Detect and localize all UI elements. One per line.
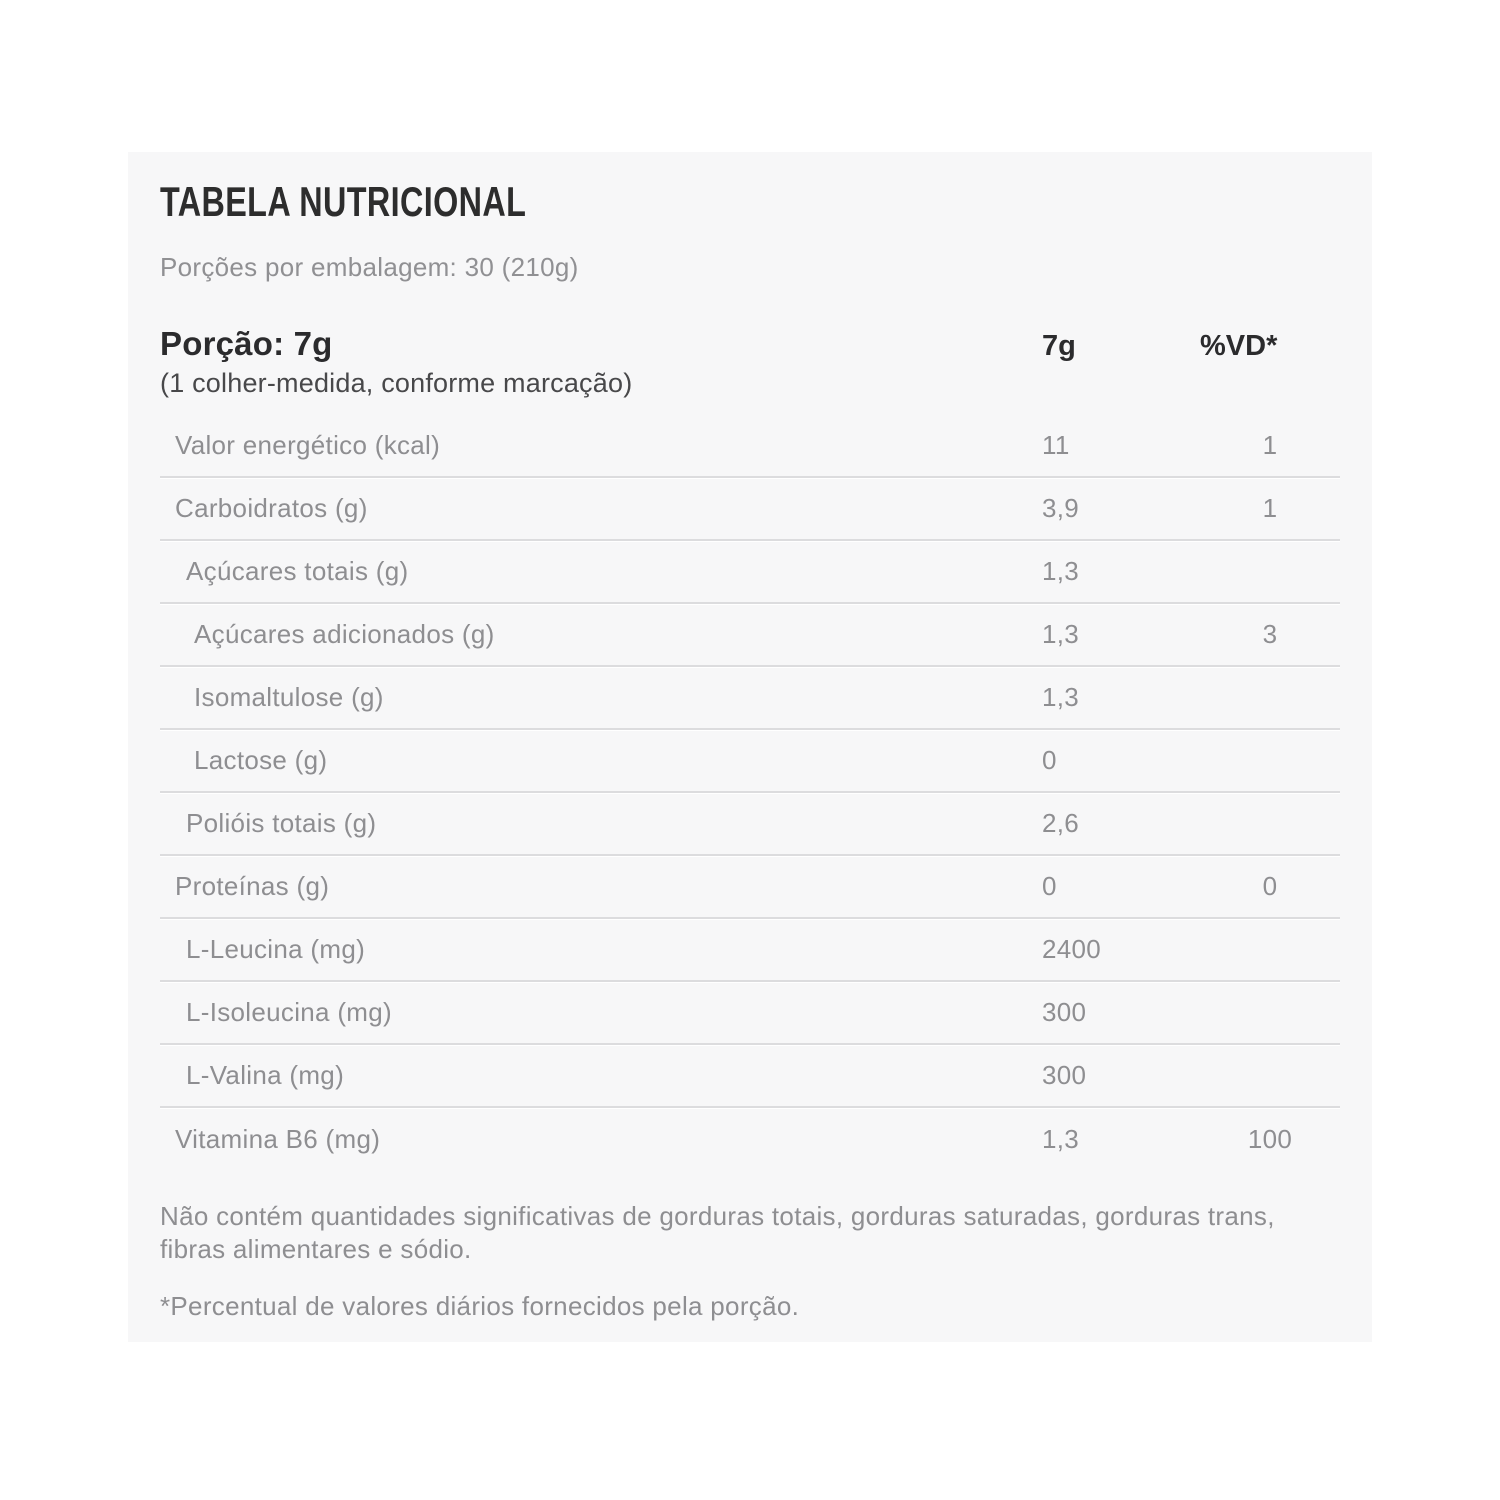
- table-row: [160, 919, 1340, 982]
- column-header-daily-value: %VD*: [1200, 330, 1278, 362]
- nutrition-table-title: TABELA NUTRICIONAL: [160, 178, 527, 225]
- table-row: [160, 415, 1340, 478]
- nutrient-label: Proteínas (g): [175, 871, 330, 901]
- nutrient-amount: 300: [1042, 1060, 1087, 1090]
- nutrient-label: L-Isoleucina (mg): [186, 997, 392, 1027]
- table-row: [160, 667, 1340, 730]
- table-row: [160, 541, 1340, 604]
- nutrient-amount: 1,3: [1042, 556, 1080, 586]
- table-row: [160, 856, 1340, 919]
- nutrient-amount: 2,6: [1042, 808, 1080, 838]
- portion-size-label: Porção: 7g: [160, 325, 333, 362]
- nutrient-amount: 1,3: [1042, 682, 1080, 712]
- column-header-amount: 7g: [1042, 330, 1076, 362]
- daily-values-percent-note: *Percentual de valores diários fornecidos pela porção.: [160, 1291, 800, 1321]
- nutrient-label: Isomaltulose (g): [194, 682, 384, 712]
- nutrient-label: Carboidratos (g): [175, 493, 368, 523]
- table-row: [160, 1045, 1340, 1108]
- nutrient-amount: 11: [1042, 430, 1070, 460]
- nutrient-daily-value: 1: [1262, 430, 1278, 460]
- nutrient-daily-value: 3: [1262, 619, 1278, 649]
- nutrient-amount: 0: [1042, 871, 1057, 901]
- nutrient-label: Lactose (g): [194, 745, 328, 775]
- nutrient-label: L-Valina (mg): [186, 1060, 345, 1090]
- nutrient-amount: 2400: [1042, 934, 1102, 964]
- nutrient-label: Açúcares adicionados (g): [194, 619, 495, 649]
- nutrient-amount: 1,3: [1042, 1124, 1080, 1154]
- nutrient-label: Vitamina B6 (mg): [175, 1124, 381, 1154]
- nutrient-label: Valor energético (kcal): [175, 430, 441, 460]
- no-significant-amounts-note: Não contém quantidades significativas de gorduras totais, gorduras saturadas, gorduras trans, fibras alimentares e sódio.: [160, 1201, 1275, 1264]
- portion-measure-note: (1 colher-medida, conforme marcação): [160, 368, 633, 398]
- nutrient-daily-value: 1: [1262, 493, 1278, 523]
- table-row: [160, 604, 1340, 667]
- nutrition-facts-card: [128, 152, 1372, 1342]
- table-row: [160, 730, 1340, 793]
- nutrient-amount: 3,9: [1042, 493, 1080, 523]
- nutrition-table: [160, 415, 1340, 1171]
- nutrient-daily-value: 0: [1262, 871, 1278, 901]
- nutrient-label: Açúcares totais (g): [186, 556, 409, 586]
- servings-per-package: Porções por embalagem: 30 (210g): [160, 252, 579, 282]
- table-row: [160, 793, 1340, 856]
- nutrient-amount: 300: [1042, 997, 1087, 1027]
- nutrient-amount: 1,3: [1042, 619, 1080, 649]
- table-row: [160, 982, 1340, 1045]
- nutrient-label: Polióis totais (g): [186, 808, 377, 838]
- nutrient-label: L-Leucina (mg): [186, 934, 366, 964]
- table-row: [160, 1108, 1340, 1171]
- nutrient-daily-value: 100: [1247, 1124, 1293, 1154]
- table-header-row: [160, 325, 1340, 363]
- nutrient-amount: 0: [1042, 745, 1057, 775]
- table-row: [160, 478, 1340, 541]
